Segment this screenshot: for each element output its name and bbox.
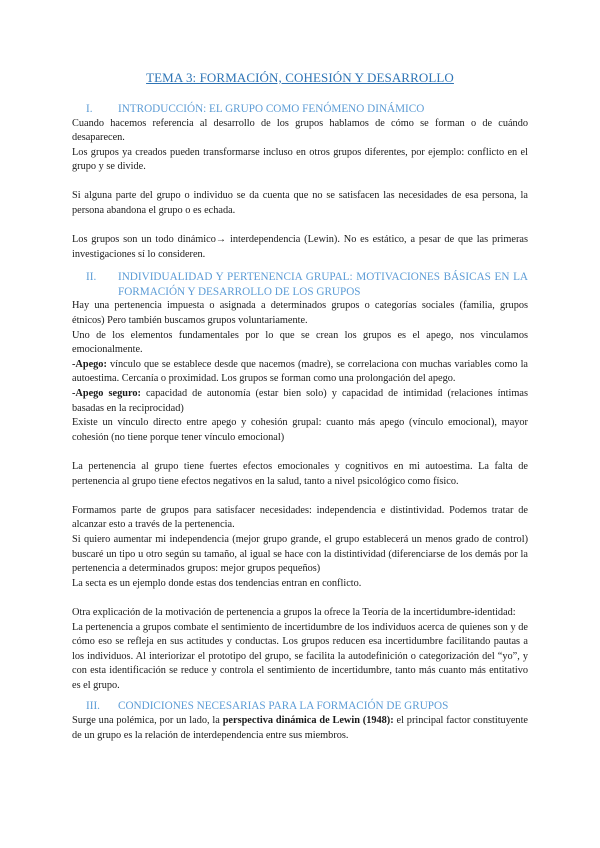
section-title: INTRODUCCIÓN: EL GRUPO COMO FENÓMENO DINÁMICO bbox=[118, 103, 425, 115]
paragraph: Si quiero aumentar mi independencia (mejor grupo grande, el grupo establecerá un menos grado de control) buscaré un tipo u otro según su tamaño, al igual se hace con la distintividad (diferenciarse de los demás por la pertenencia a determinados grupos: mejor grupos pequeños) bbox=[72, 533, 528, 575]
paragraph: Cuando hacemos referencia al desarrollo de los grupos hablamos de cómo se forman o de cuándo desaparecen. bbox=[72, 117, 528, 144]
paragraph: La pertenencia a grupos combate el sentimiento de incertidumbre de los individuos acerca de quienes son y de cómo eso se refleja en sus actitudes y conductas. Los grupos reducen esa incertidumbre facilitando pautas a los individuos. Al interiorizar el prototipo del grupo, se facilita la autodefinición o categorización del “yo”, y con esta identificación se reduce y controla el sentimiento de incertidumbre, tanto más cuanto más entitativo es el grupo. bbox=[72, 621, 528, 691]
paragraph: Formamos parte de grupos para satisfacer necesidades: independencia e distintividad. Podemos tratar de alcanzar esto a través de la pertenencia. bbox=[72, 504, 528, 531]
paragraph-apego bbox=[72, 358, 528, 387]
paragraph-text: vínculo que se establece desde que nacemos (madre), se correlaciona con muchas variables como la autoestima. Cercanía o proximidad. Los grupos se forman como una prolongación del apego. bbox=[72, 358, 528, 385]
section-number: II. bbox=[86, 271, 97, 284]
section-number: III. bbox=[86, 700, 100, 713]
section-title: CONDICIONES NECESARIAS PARA LA FORMACIÓN DE GRUPOS bbox=[118, 700, 449, 713]
paragraph: Hay una pertenencia impuesta o asignada a determinados grupos o categorías sociales (familia, grupos étnicos) Pero también buscamos grupos voluntariamente. bbox=[72, 300, 528, 327]
document-title: TEMA 3: FORMACIÓN, COHESIÓN Y DESARROLLO bbox=[146, 70, 454, 85]
section-heading-2 bbox=[72, 270, 528, 299]
paragraph-text: el principal factor constituyente de un grupo es la relación de interdependencia entre sus miembros. bbox=[72, 714, 529, 741]
paragraph: Los grupos ya creados pueden transformarse incluso en otros grupos diferentes, por ejemplo: conflicto en el grupo y se divide. bbox=[72, 146, 528, 173]
paragraph-text: capacidad de autonomía (estar bien solo) y capacidad de intimidad (relaciones íntimas basadas en la reciprocidad) bbox=[72, 388, 528, 414]
paragraph: Existe un vínculo directo entre apego y cohesión grupal: cuanto más apego (vínculo emocional), mayor cohesión (no tiene porque tener vínculo emocional) bbox=[72, 417, 528, 443]
bold-term: perspectiva dinámica de Lewin (1948): bbox=[222, 714, 394, 726]
section-number: I. bbox=[86, 103, 93, 115]
paragraph-apego-seguro bbox=[72, 387, 528, 416]
bold-label: -Apego: bbox=[72, 358, 107, 370]
paragraph: Uno de los elementos fundamentales por lo que se crean los grupos es el apego, nos vinculamos emocionalmente. bbox=[72, 329, 528, 356]
paragraph-lewin bbox=[72, 714, 528, 743]
paragraph: Los grupos son un todo dinámico→ interdependencia (Lewin). No es estático, a pesar de que las primeras investigaciones sí lo consideren. bbox=[72, 234, 528, 260]
paragraph: Si alguna parte del grupo o individuo se da cuenta que no se satisfacen las necesidades de esa persona, la persona abandona el grupo o es echada. bbox=[72, 190, 528, 217]
paragraph-text: Surge una polémica, por un lado, la bbox=[72, 714, 220, 726]
paragraph: Otra explicación de la motivación de pertenencia a grupos la ofrece la Teoría de la incertidumbre-identidad: bbox=[72, 606, 516, 618]
paragraph: La secta es un ejemplo donde estas dos tendencias entran en conflicto. bbox=[72, 577, 362, 589]
section-heading-3 bbox=[72, 699, 528, 714]
section-heading-1 bbox=[72, 102, 528, 117]
paragraph: La pertenencia al grupo tiene fuertes efectos emocionales y cognitivos en mi autoestima. La falta de pertenencia al grupo tiene efectos negativos en la salud, tanto a nivel psicológico como físico. bbox=[72, 460, 528, 487]
bold-label: -Apego seguro: bbox=[72, 388, 141, 399]
section-title: INDIVIDUALIDAD Y PERTENENCIA GRUPAL: MOTIVACIONES BÁSICAS EN LA FORMACIÓN Y DESARROLLO DE LOS GRUPOS bbox=[118, 271, 528, 298]
